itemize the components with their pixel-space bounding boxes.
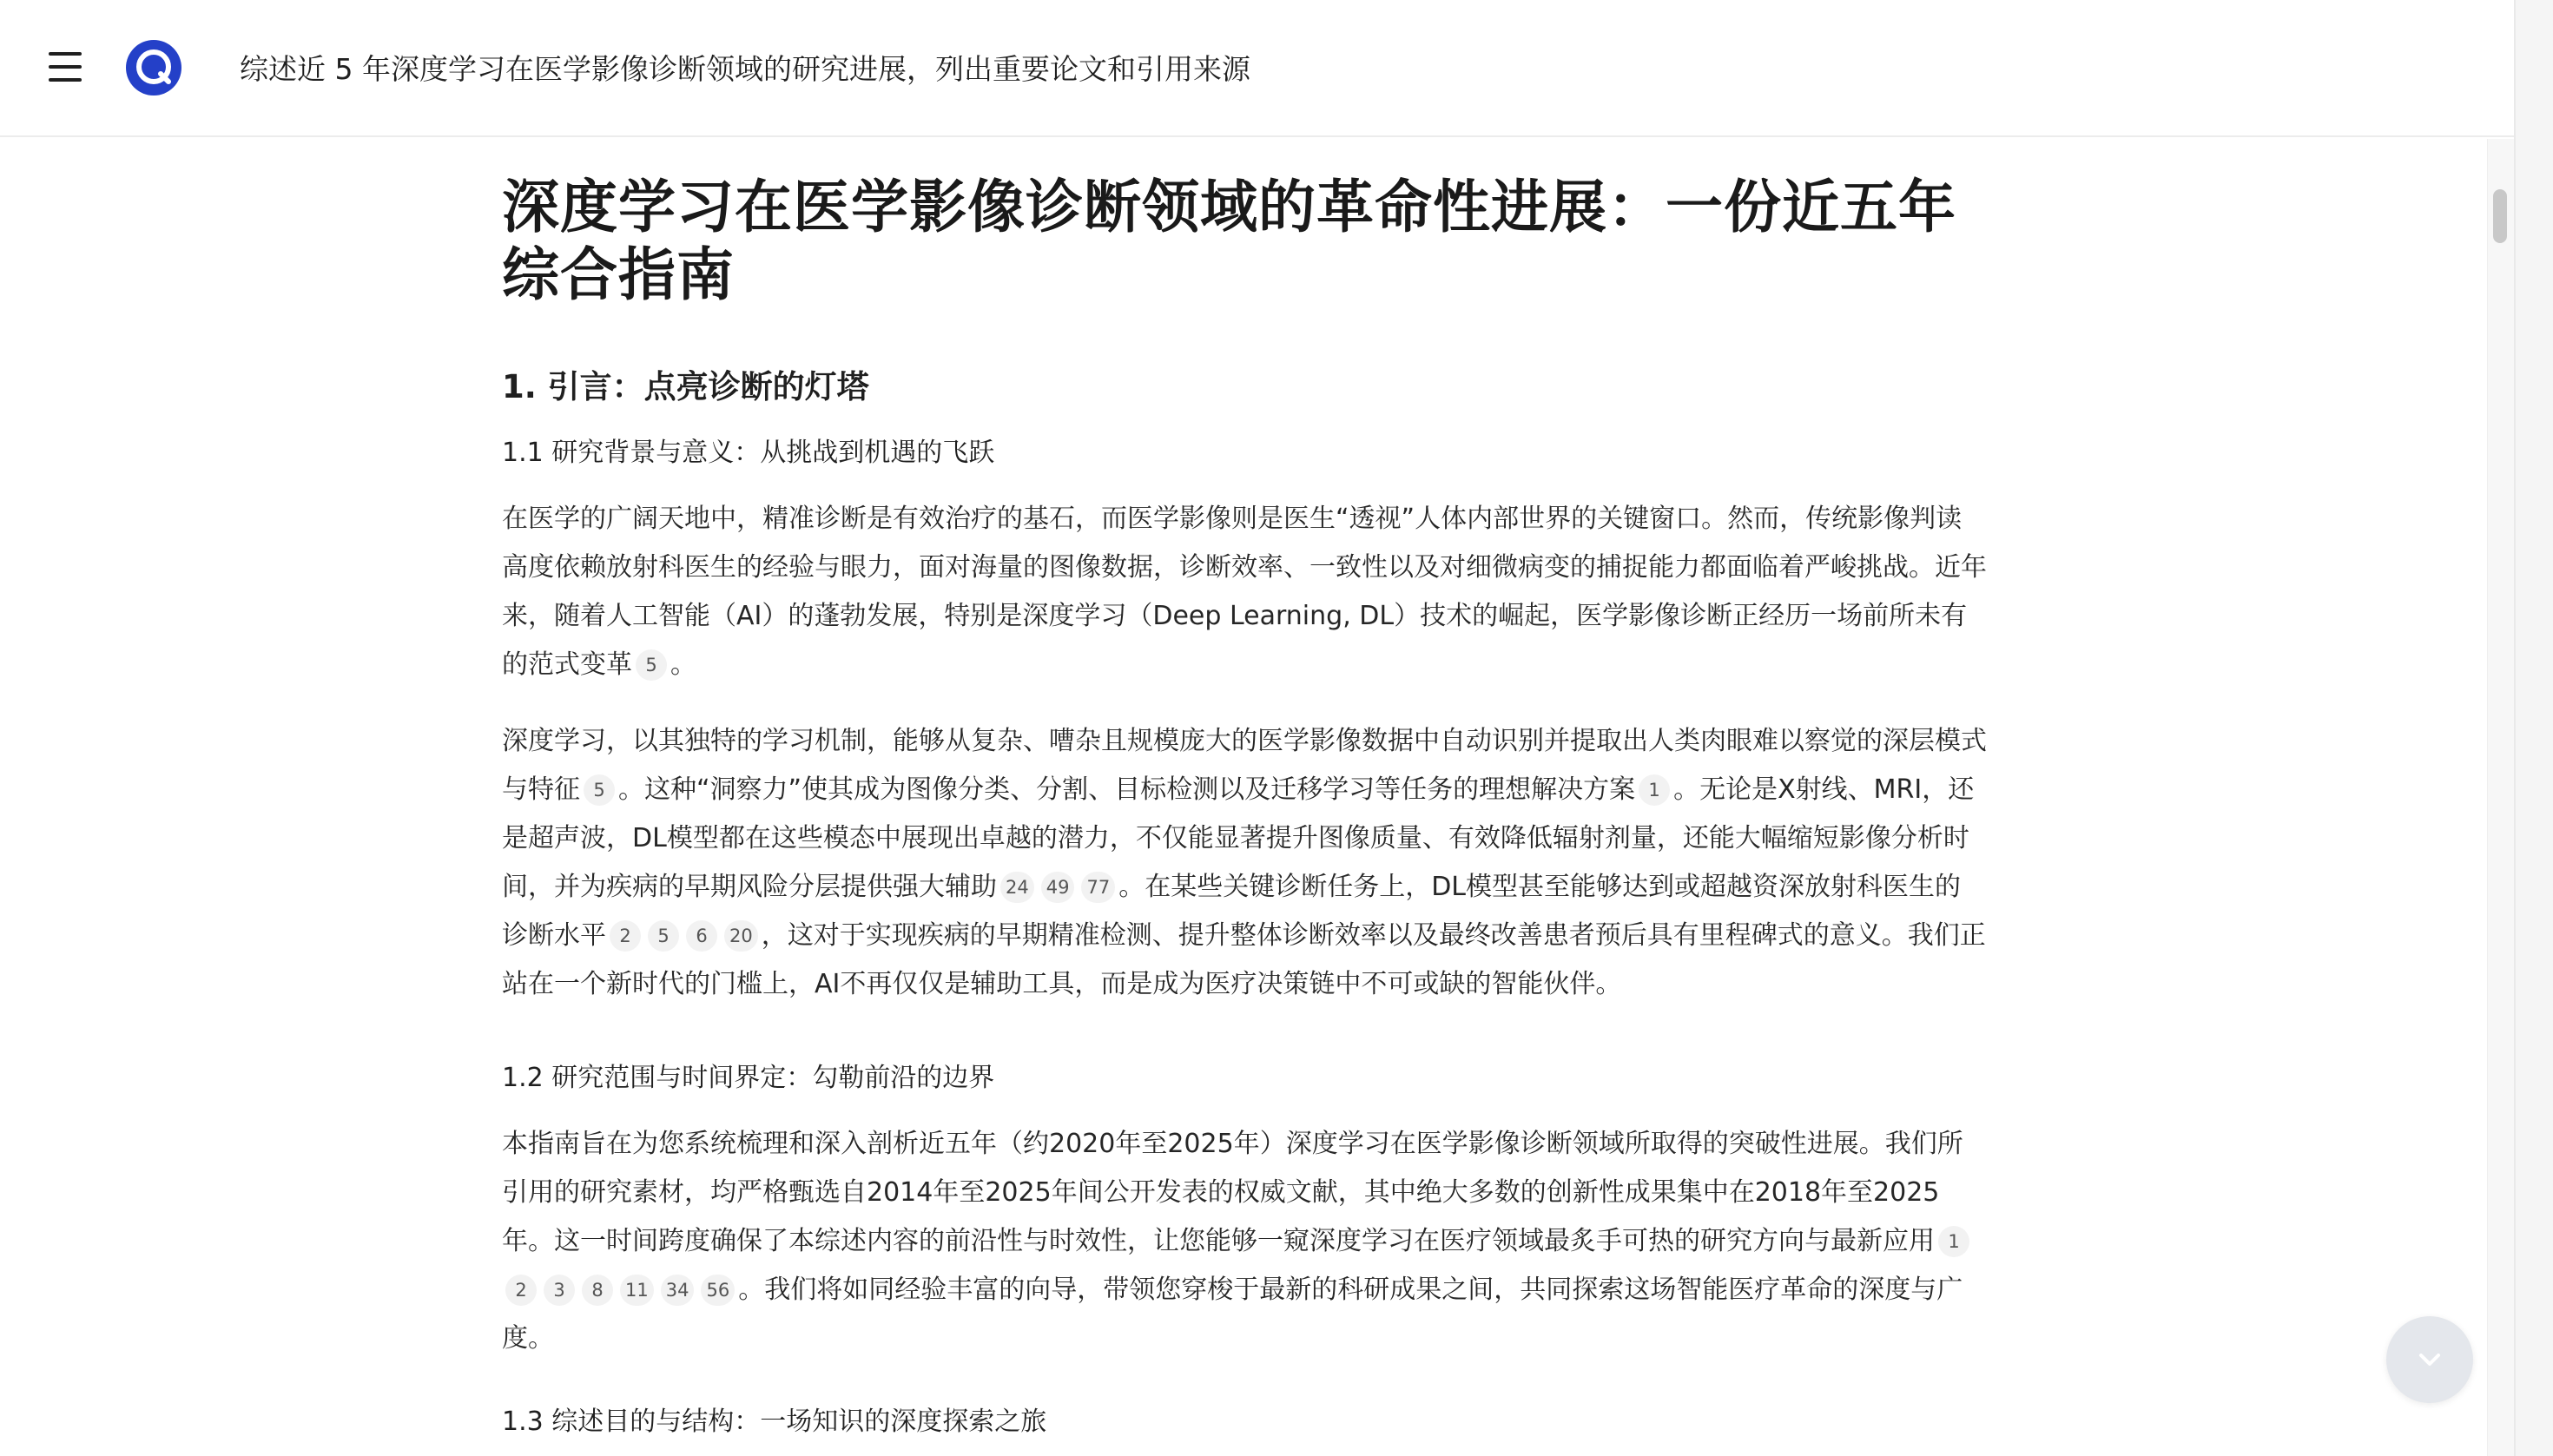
article-title: 深度学习在医学影像诊断领域的革命性进展：一份近五年综合指南: [502, 174, 1956, 308]
scroll-down-button[interactable]: [2386, 1316, 2473, 1403]
chevron-down-icon: [2416, 1346, 2444, 1374]
citation-badge[interactable]: 49: [1041, 872, 1075, 903]
citation-badge[interactable]: 56: [701, 1275, 735, 1306]
query-title: 综述近 5 年深度学习在医学影像诊断领域的研究进展，列出重要论文和引用来源: [240, 52, 1250, 86]
section-heading-introduction: 1. 引言：点亮诊断的灯塔: [502, 368, 869, 405]
citation-badge[interactable]: 77: [1081, 872, 1115, 903]
paragraph-text: ，这对于实现疾病的早期精准检测、提升整体诊断效率以及最终改善患者预后具有里程碑式的意义。我们正站在一个新时代的门槛上，AI不再仅仅是辅助工具，而是成为医疗决策链中不可或缺的智能伙伴。: [502, 920, 1986, 999]
paragraph-scope: [502, 1120, 1987, 1363]
paragraph-text: 。无论是X射线、MRI，还是超声波，DL模型都在这些模态中展现出卓越的潜力，不仅能显著提升图像质量、有效降低辐射剂量，还能大幅缩短影像分析时间，并为疾病的早期风险分层提供强大辅助: [502, 774, 1975, 902]
citation-badge[interactable]: 6: [686, 920, 717, 952]
citation-badge[interactable]: 20: [724, 920, 758, 952]
app-logo-icon[interactable]: [125, 39, 182, 96]
hamburger-menu-icon[interactable]: [49, 50, 82, 83]
subsection-heading-1-2: 1.2 研究范围与时间界定：勾勒前沿的边界: [502, 1063, 995, 1093]
paragraph-text: 在医学的广阔天地中，精准诊断是有效治疗的基石，而医学影像则是医生“透视”人体内部世界的关键窗口。然而，传统影像判读高度依赖放射科医生的经验与眼力，面对海量的图像数据，诊断效率、一致性以及对细微病变的捕捉能力都面临着严峻挑战。近年来，随着人工智能（AI）的蓬勃发展，特别是深度学习（Deep Learning, DL）技术的崛起，医学影像诊断正经历一场前所未有的范式变革: [502, 504, 1987, 680]
citation-badge[interactable]: 1: [1938, 1226, 1969, 1257]
right-gutter: [2516, 0, 2553, 1456]
top-bar: [0, 0, 2515, 137]
scrollbar-track[interactable]: [2487, 139, 2514, 1456]
paragraph-text: 本指南旨在为您系统梳理和深入剖析近五年（约2020年至2025年）深度学习在医学影像诊断领域所取得的突破性进展。我们所引用的研究素材，均严格甄选自2014年至2025年间公开发表的权威文献，其中绝大多数的创新性成果集中在2018年至2025年。这一时间跨度确保了本综述内容的前沿性与时效性，让您能够一窥深度学习在医疗领域最炙手可热的研究方向与最新应用: [502, 1129, 1963, 1256]
subsection-heading-1-3: 1.3 综述目的与结构：一场知识的深度探索之旅: [502, 1407, 1047, 1437]
citation-badge[interactable]: 34: [661, 1275, 695, 1306]
citation-badge[interactable]: 5: [648, 920, 679, 952]
subsection-heading-1-1: 1.1 研究背景与意义：从挑战到机遇的飞跃: [502, 438, 995, 468]
scrollbar-thumb[interactable]: [2493, 189, 2507, 243]
paragraph-text: 。我们将如同经验丰富的向导，带领您穿梭于最新的科研成果之间，共同探索这场智能医疗革命的深度与广度。: [502, 1275, 1963, 1354]
citation-badge[interactable]: 2: [610, 920, 641, 952]
citation-badge[interactable]: 5: [636, 649, 667, 681]
paragraph-background: [502, 495, 1987, 689]
paragraph-text: 。: [670, 649, 696, 680]
citation-badge[interactable]: 11: [620, 1275, 654, 1306]
citation-badge[interactable]: 24: [1000, 872, 1034, 903]
citation-badge[interactable]: 1: [1639, 774, 1670, 806]
citation-badge[interactable]: 3: [544, 1275, 575, 1306]
citation-badge[interactable]: 2: [505, 1275, 537, 1306]
paragraph-text: 。在某些关键诊断任务上，DL模型甚至能够达到或超越资深放射科医生的诊断水平: [502, 872, 1962, 951]
paragraph-text: 深度学习，以其独特的学习机制，能够从复杂、嘈杂且规模庞大的医学影像数据中自动识别并提取出人类肉眼难以察觉的深层模式与特征: [502, 726, 1987, 805]
paragraph-text: 。这种“洞察力”使其成为图像分类、分割、目标检测以及迁移学习等任务的理想解决方案: [618, 774, 1636, 805]
citation-badge[interactable]: 5: [584, 774, 615, 806]
paragraph-deep-learning: [502, 717, 1987, 1009]
citation-badge[interactable]: 8: [582, 1275, 613, 1306]
article-content: [502, 174, 1987, 1438]
